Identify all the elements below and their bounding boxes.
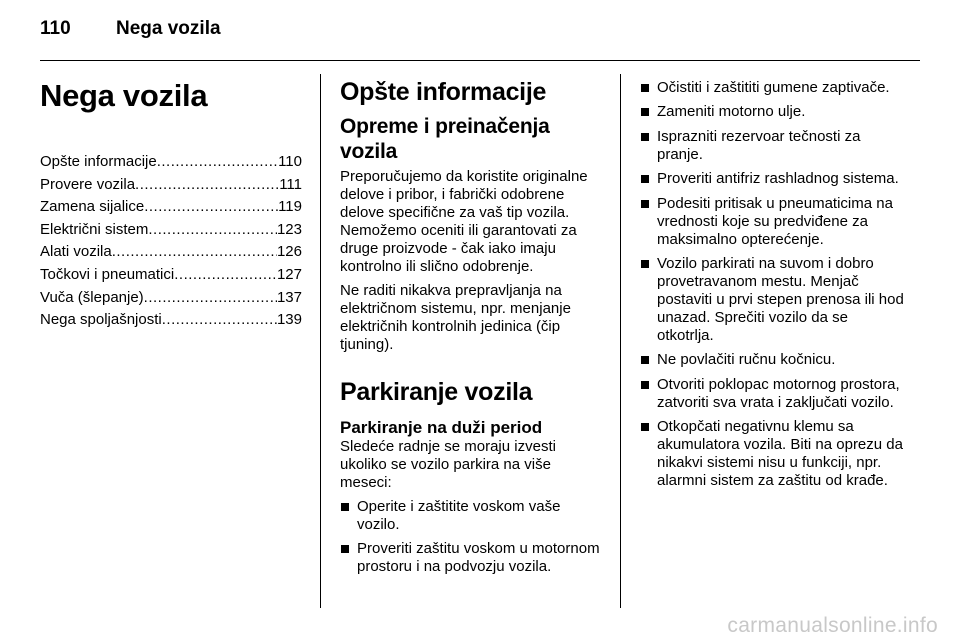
list-item: Proveriti antifriz rashladnog sistema.	[640, 170, 904, 188]
list-item: Isprazniti rezervoar tečnosti za pranje.	[640, 128, 904, 164]
middle-column	[340, 74, 604, 582]
toc-entry-page: 110	[278, 153, 302, 170]
toc-entry-title: Električni sistem	[40, 220, 149, 238]
toc-leader	[112, 241, 277, 264]
toc-leader	[144, 196, 278, 219]
page-number: 110	[40, 18, 71, 39]
toc-entry-title: Opšte informacije	[40, 153, 157, 170]
toc-entry[interactable]	[40, 241, 302, 264]
bullet-list	[640, 79, 904, 490]
paragraph: Sledeće radnje se moraju izvesti ukoliko se vozilo parkira na više meseci:	[340, 438, 556, 491]
running-title: Nega vozila	[116, 18, 221, 39]
paragraph: Preporučujemo da koristite originalne delove i pribor, i fabrički odobrene delove specifične za vaš tip vozila. Nemožemo oceniti ili garantovati za druge proizvode - čak iako imaju kontrolno ili slično odobrenje.	[340, 168, 588, 275]
chapter-title: Nega vozila	[40, 78, 208, 113]
list-item: Zameniti motorno ulje.	[640, 103, 904, 121]
subsection-title: Opreme i preinačenja vozila	[340, 115, 550, 163]
toc-entry-title: Zamena sijalice	[40, 198, 145, 216]
toc-entry-title: Provere vozila	[40, 175, 136, 193]
toc-entry[interactable]	[40, 151, 302, 174]
toc-entry-title: Alati vozila	[40, 243, 112, 261]
toc-entry[interactable]	[40, 196, 302, 219]
page-header	[40, 18, 920, 42]
paragraph: Ne raditi nikakva prepravljanja na električnom sistemu, npr. menjanje električnih kontrolnih jedinica (čip tjuning).	[340, 282, 571, 353]
watermark: carmanualsonline.info	[727, 614, 938, 637]
list-item: Ne povlačiti ručnu kočnicu.	[640, 351, 904, 369]
header-rule	[40, 60, 920, 61]
toc-entry-title: Nega spoljašnjosti	[40, 311, 162, 329]
list-item: Otkopčati negativnu klemu sa akumulatora vozila. Biti na oprezu da nikakvi sistemi nisu u funkciji, npr. alarmni sistem za zaštitu od krađe.	[640, 418, 904, 490]
toc-entry-title: Vuča (šlepanje)	[40, 288, 144, 306]
toc-entry[interactable]	[40, 264, 302, 287]
toc-entry-page: 123	[276, 220, 302, 238]
toc-leader	[174, 264, 277, 287]
toc-entry-page: 111	[279, 175, 302, 193]
toc-entry-page: 119	[278, 198, 302, 216]
toc-entry-title: Točkovi i pneumatici	[40, 265, 175, 283]
section-title: Parkiranje vozila	[340, 378, 533, 406]
toc-entry[interactable]	[40, 287, 302, 310]
toc-leader	[148, 219, 277, 242]
toc-entry-page: 126	[276, 243, 302, 261]
toc-leader	[162, 309, 277, 332]
toc-leader	[157, 151, 278, 174]
list-item: Operite i zaštitite voskom vaše vozilo.	[340, 498, 604, 534]
right-column	[640, 74, 904, 497]
list-item: Proveriti zaštitu voskom u motornom prostoru i na podvozju vozila.	[340, 540, 604, 576]
list-item: Podesiti pritisak u pneumaticima na vrednosti koje su predviđene za maksimalno opterećenje.	[640, 195, 904, 249]
list-item: Otvoriti poklopac motornog prostora, zatvoriti sva vrata i zaključati vozilo.	[640, 376, 904, 412]
left-column	[40, 74, 302, 332]
toc-entry[interactable]	[40, 219, 302, 242]
toc-leader	[144, 287, 277, 310]
table-of-contents	[40, 151, 302, 332]
toc-entry-page: 127	[276, 265, 302, 283]
list-item: Vozilo parkirati na suvom i dobro provetravanom mestu. Menjač postaviti u prvi stepen prenosa ili hod unazad. Sprečiti vozilo da se otkotrlja.	[640, 255, 904, 345]
toc-entry[interactable]	[40, 174, 302, 197]
toc-leader	[135, 174, 279, 197]
bullet-list	[340, 498, 604, 576]
toc-entry-page: 137	[276, 288, 302, 306]
subheading: Parkiranje na duži period	[340, 418, 543, 437]
section-title: Opšte informacije	[340, 78, 547, 106]
column-divider	[320, 74, 321, 608]
toc-entry-page: 139	[276, 311, 302, 329]
list-item: Očistiti i zaštititi gumene zaptivače.	[640, 79, 904, 97]
column-divider	[620, 74, 621, 608]
toc-entry[interactable]	[40, 309, 302, 332]
